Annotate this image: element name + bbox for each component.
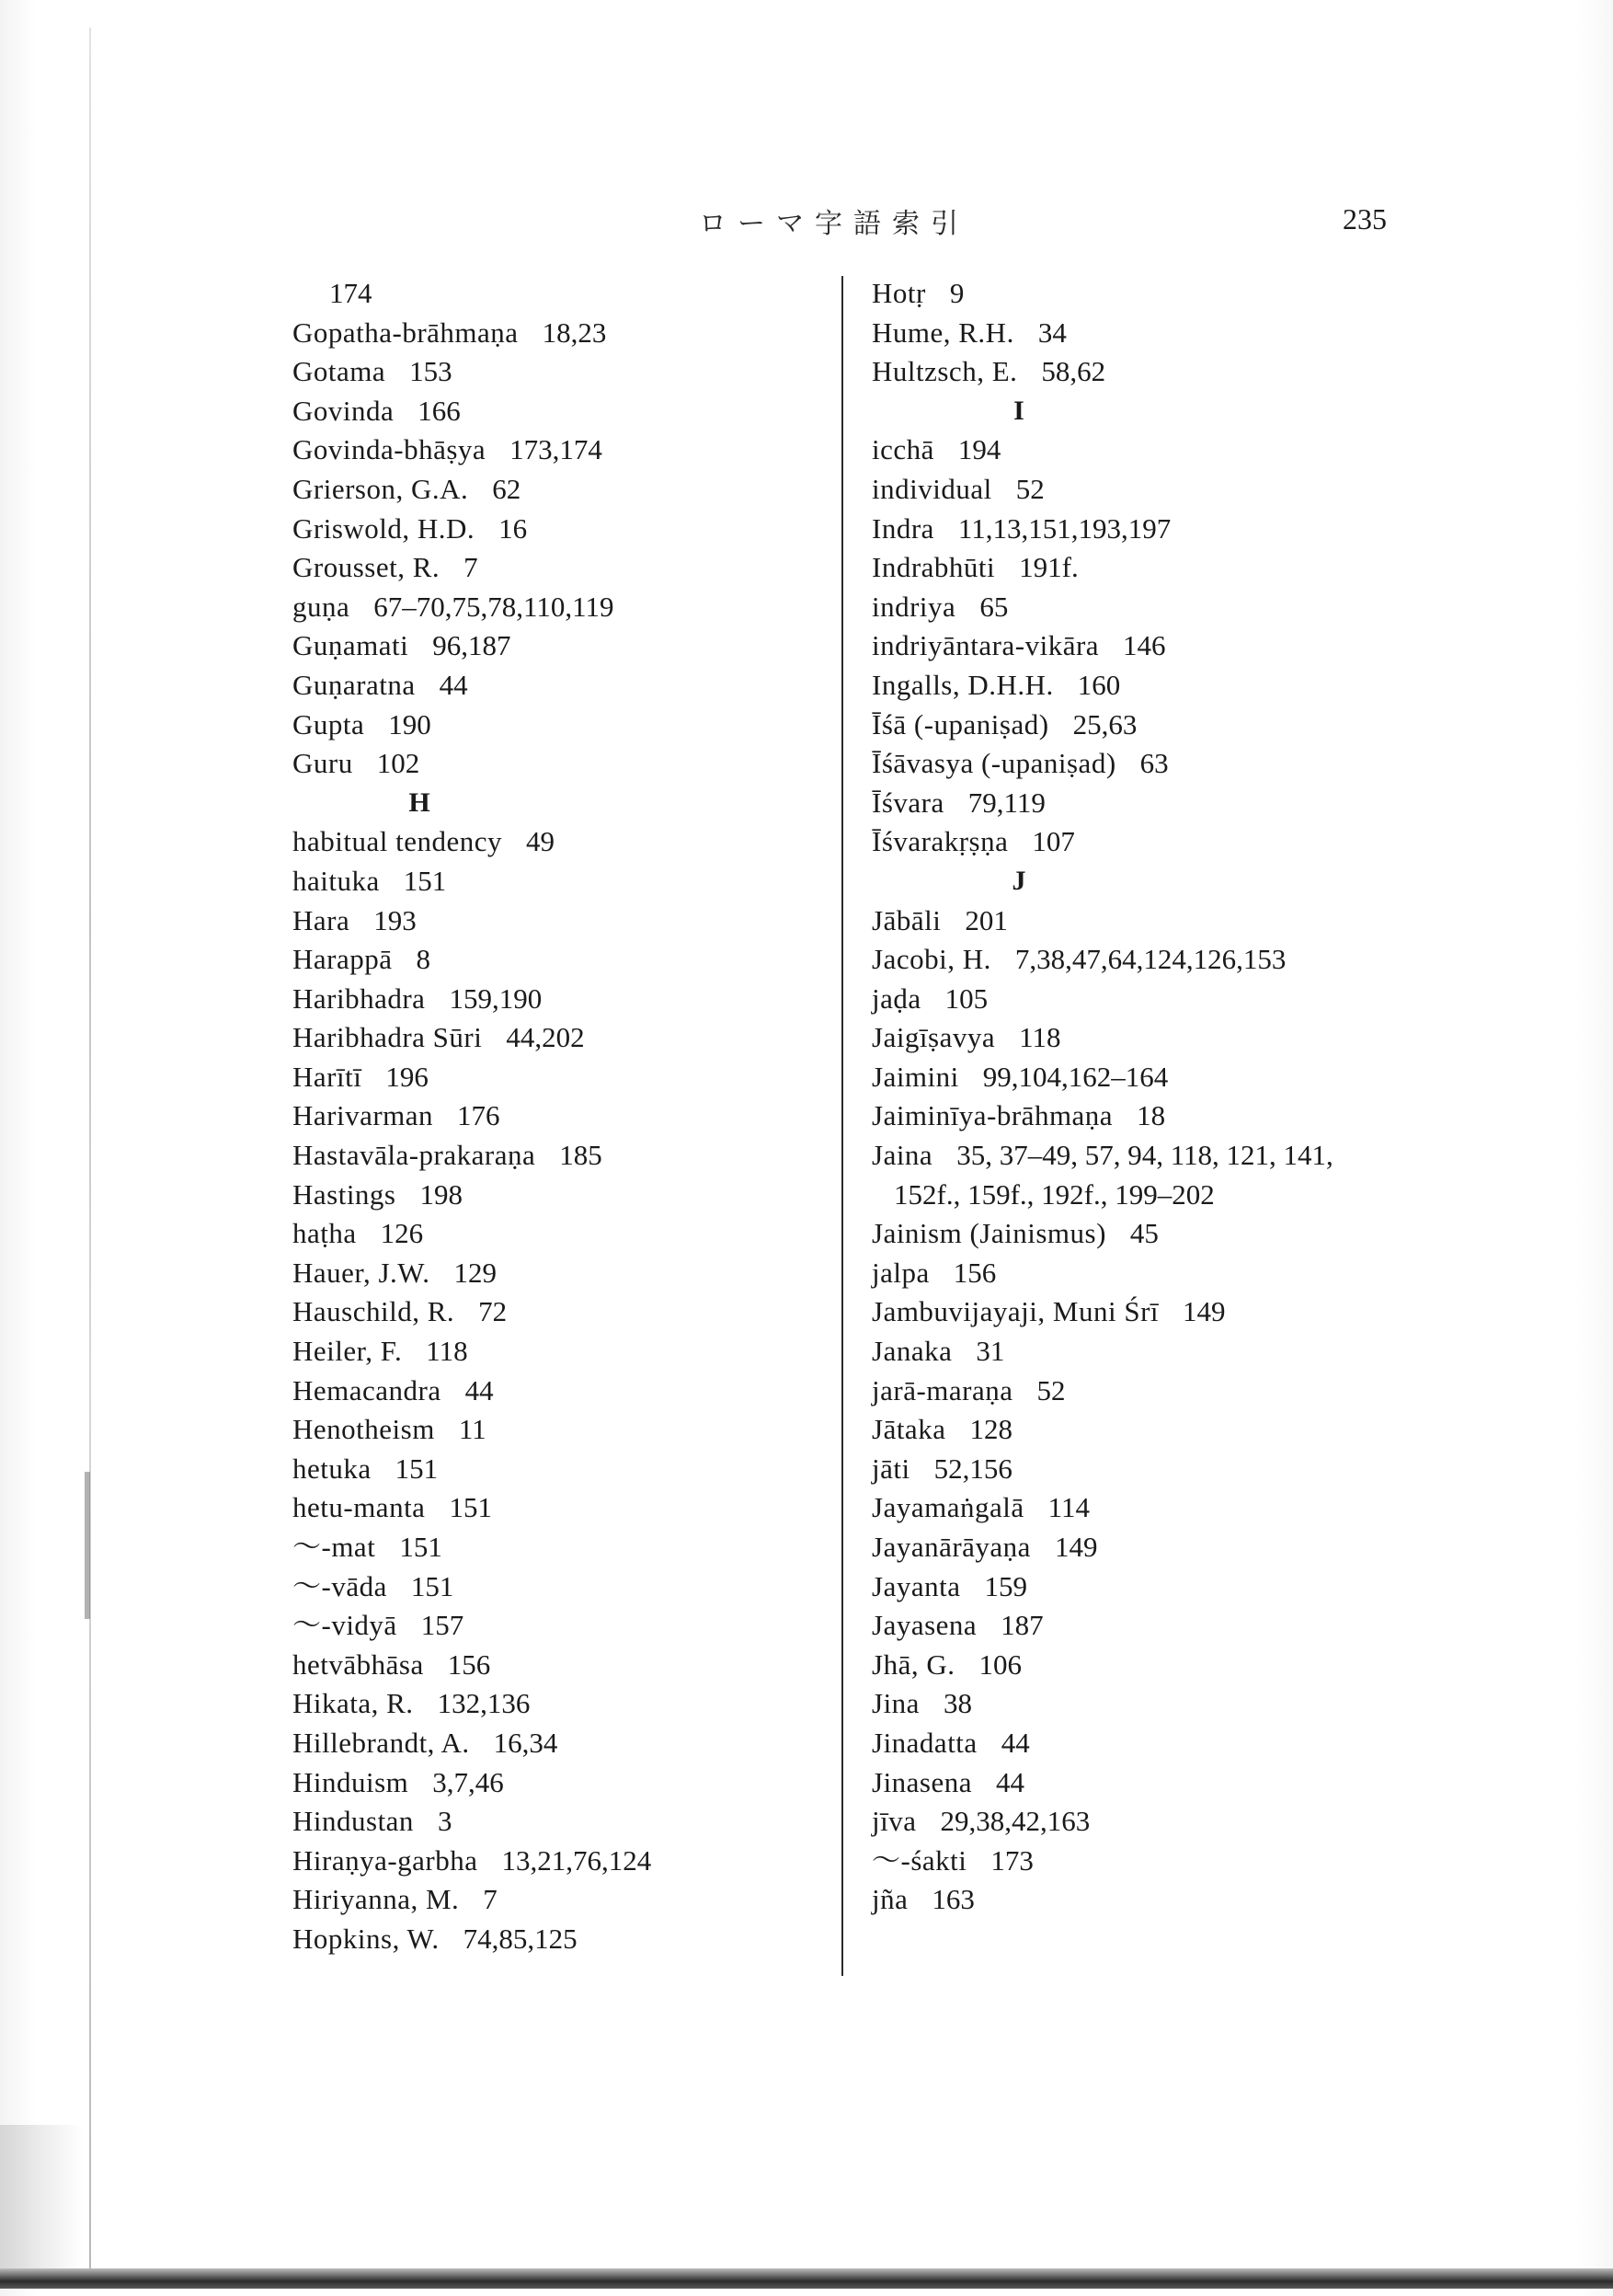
index-entry [292, 1214, 651, 1254]
entry-page-refs: 9 [949, 277, 965, 309]
entry-page-refs: 106 [978, 1647, 1022, 1681]
entry-page-refs: 7,38,47,64,124,126,153 [1014, 943, 1287, 976]
entry-page-refs: 118 [1019, 1021, 1061, 1054]
index-entry [872, 1018, 1333, 1058]
entry-term: Jayamaṅgalā [872, 1491, 1024, 1524]
index-entry [872, 1292, 1333, 1332]
entry-term: Harappā [292, 943, 393, 976]
entry-page-refs: 65 [979, 590, 1009, 623]
entry-page-refs: 58,62 [1041, 355, 1106, 388]
index-entry [872, 274, 1333, 314]
index-entry [292, 1292, 651, 1332]
index-entry [872, 980, 1333, 1019]
entry-term: Hara [292, 903, 350, 936]
entry-term: ～-mat [292, 1531, 376, 1563]
binding-gutter-line [89, 28, 91, 2272]
scan-corner-shadow [0, 2125, 83, 2272]
entry-page-refs: 38 [943, 1687, 972, 1720]
entry-page-refs: 157 [420, 1609, 464, 1642]
entry-term: ～-śakti [872, 1843, 967, 1877]
index-entry [872, 1372, 1333, 1411]
entry-page-refs: 52 [1015, 472, 1045, 505]
entry-term: Īśā (-upaniṣad) [872, 707, 1049, 740]
entry-term: hetu-manta [292, 1491, 426, 1524]
entry-term: Jainism (Jainismus) [872, 1217, 1106, 1250]
entry-page-refs: 67–70,75,78,110,119 [373, 590, 614, 623]
entry-page-refs: 44 [996, 1765, 1025, 1798]
entry-term: Guru [292, 747, 353, 780]
index-entry [292, 822, 651, 862]
index-entry [872, 1880, 1333, 1920]
entry-page-refs: 34 [1037, 316, 1067, 349]
index-entry [872, 352, 1333, 392]
entry-page-refs: 3 [437, 1805, 452, 1838]
index-entry [292, 588, 651, 627]
entry-page-refs: 52,156 [933, 1452, 1012, 1485]
entry-page-refs: 146 [1123, 629, 1166, 662]
entry-page-refs: 16 [498, 511, 528, 545]
index-entry [872, 1763, 1333, 1803]
index-entry [292, 1018, 651, 1058]
index-entry [872, 548, 1333, 588]
index-entry [292, 901, 651, 941]
entry-page-refs: 3,7,46 [432, 1765, 504, 1798]
entry-page-refs: 149 [1054, 1531, 1098, 1563]
entry-page-refs: 102 [376, 747, 420, 780]
index-entry [292, 392, 651, 431]
entry-term: jīva [872, 1805, 917, 1838]
entry-page-refs: 7 [463, 551, 478, 584]
index-entry [292, 744, 651, 784]
entry-term: jña [872, 1883, 909, 1916]
entry-page-refs: 151 [410, 1569, 454, 1602]
entry-page-refs: 63 [1139, 747, 1169, 780]
entry-page-refs: 174 [329, 277, 372, 309]
entry-term: Jinasena [872, 1765, 973, 1798]
index-entry [292, 1136, 651, 1176]
index-entry [292, 1372, 651, 1411]
entry-term: hetvābhāsa [292, 1647, 424, 1681]
index-entry [872, 1136, 1333, 1176]
section-letter: H [408, 786, 430, 818]
index-entry-continuation [872, 1176, 1333, 1215]
entry-term: Haribhadra [292, 982, 426, 1015]
index-entry [872, 430, 1333, 470]
entry-page-refs: 25,63 [1072, 707, 1138, 740]
index-column-left [292, 274, 651, 1959]
entry-page-refs: 79,119 [967, 786, 1046, 819]
entry-term: Hauer, J.W. [292, 1256, 430, 1289]
entry-term: Hindustan [292, 1805, 414, 1838]
index-entry [292, 1567, 651, 1607]
index-entry [292, 1802, 651, 1842]
entry-term: Guṇaratna [292, 668, 416, 701]
entry-term: ～-vāda [292, 1569, 387, 1602]
index-entry [292, 666, 651, 706]
entry-term: Gotama [292, 355, 386, 388]
section-letter: I [1013, 395, 1024, 426]
index-entry [872, 784, 1333, 823]
entry-term: Gopatha-brāhmaṇa [292, 316, 519, 349]
index-entry [292, 430, 651, 470]
binding-gutter-shadow [85, 1472, 90, 1619]
index-entry [292, 626, 651, 666]
index-entry [872, 510, 1333, 549]
index-entry [872, 588, 1333, 627]
index-entry [292, 1684, 651, 1724]
entry-term: Jaina [872, 1139, 933, 1172]
entry-term: Harītī [292, 1060, 362, 1093]
index-entry [292, 862, 651, 901]
index-entry [872, 1567, 1333, 1607]
entry-term: Hotṛ [872, 277, 926, 309]
index-entry [872, 1214, 1333, 1254]
index-entry [872, 1528, 1333, 1567]
index-entry [292, 940, 651, 980]
index-entry [292, 1880, 651, 1920]
index-entry [292, 548, 651, 588]
entry-term: guṇa [292, 590, 350, 623]
index-entry [872, 1606, 1333, 1646]
entry-term: Īśāvasya (-upaniṣad) [872, 747, 1116, 780]
entry-page-refs: 191f. [1019, 551, 1079, 584]
entry-page-refs: 62 [492, 472, 521, 505]
entry-term: Jinadatta [872, 1726, 978, 1759]
entry-page-refs: 126 [380, 1217, 424, 1250]
page-number: 235 [1343, 202, 1387, 235]
entry-page-refs: 16,34 [493, 1726, 558, 1759]
entry-page-refs: 132,136 [437, 1687, 531, 1720]
entry-term: Jina [872, 1687, 920, 1720]
entry-page-refs: 11 [458, 1413, 486, 1446]
index-entry [292, 980, 651, 1019]
entry-term: Jaimini [872, 1060, 959, 1093]
entry-term: Jayanta [872, 1569, 961, 1602]
index-entry [292, 1254, 651, 1293]
entry-page-refs: 44,202 [506, 1021, 585, 1054]
entry-page-refs: 187 [1001, 1609, 1044, 1642]
index-entry [872, 666, 1333, 706]
index-entry [872, 1802, 1333, 1842]
index-entry [292, 1488, 651, 1528]
index-entry [292, 1606, 651, 1646]
column-divider [841, 276, 843, 1976]
entry-page-refs: 44 [464, 1373, 494, 1406]
entry-term: Jayanārāyaṇa [872, 1531, 1031, 1563]
entry-page-refs: 72 [478, 1295, 508, 1328]
entry-term: haṭha [292, 1217, 357, 1250]
entry-page-refs: 129 [453, 1256, 497, 1289]
entry-term: Hastings [292, 1177, 396, 1211]
index-entry [292, 1528, 651, 1567]
entry-term: Hopkins, W. [292, 1922, 440, 1955]
entry-term: Heiler, F. [292, 1335, 403, 1368]
entry-page-refs: 31 [976, 1335, 1005, 1368]
index-entry [872, 626, 1333, 666]
entry-term: Hillebrandt, A. [292, 1726, 470, 1759]
entry-page-refs: 96,187 [432, 629, 511, 662]
entry-term: Hinduism [292, 1765, 409, 1798]
index-entry [292, 1646, 651, 1685]
index-entry [292, 1332, 651, 1372]
entry-page-refs: 159 [984, 1569, 1027, 1602]
entry-page-refs: 151 [449, 1491, 492, 1524]
entry-term: ～-vidyā [292, 1609, 397, 1642]
entry-term: Grousset, R. [292, 551, 440, 584]
entry-page-refs: 44 [1001, 1726, 1030, 1759]
entry-page-refs: 114 [1047, 1491, 1090, 1524]
index-entry [292, 1450, 651, 1489]
entry-term: Hemacandra [292, 1373, 441, 1406]
index-entry [292, 1763, 651, 1803]
entry-page-refs: 45 [1129, 1217, 1159, 1250]
entry-term: Jacobi, H. [872, 943, 991, 976]
entry-page-refs: 107 [1032, 825, 1075, 858]
index-entry [292, 1842, 651, 1881]
entry-term: individual [872, 472, 992, 505]
entry-term: Indra [872, 511, 934, 545]
index-entry [292, 1176, 651, 1215]
entry-page-refs: 74,85,125 [463, 1922, 578, 1955]
entry-term: Hultzsch, E. [872, 355, 1018, 388]
entry-term: jalpa [872, 1256, 930, 1289]
entry-term: Guṇamati [292, 629, 409, 662]
entry-page-refs: 194 [957, 433, 1001, 466]
index-entry [872, 901, 1333, 941]
index-entry [292, 1724, 651, 1763]
entry-page-refs: 201 [965, 903, 1008, 936]
entry-page-refs: 163 [932, 1883, 975, 1916]
index-entry [292, 1096, 651, 1136]
entry-term: Griswold, H.D. [292, 511, 475, 545]
entry-term: Haribhadra Sūri [292, 1021, 483, 1054]
scan-bottom-edge [0, 2268, 1613, 2289]
entry-term: Harivarman [292, 1099, 434, 1132]
entry-page-refs: 198 [419, 1177, 463, 1211]
entry-term: Hikata, R. [292, 1687, 414, 1720]
entry-term: Īśvarakṛṣṇa [872, 825, 1009, 858]
index-entry [872, 1488, 1333, 1528]
entry-page-refs: 193 [373, 903, 417, 936]
section-letter: J [1012, 865, 1026, 896]
index-entry [292, 1920, 651, 1959]
entry-page-refs: 52 [1036, 1373, 1066, 1406]
entry-page-refs: 166 [418, 394, 461, 427]
entry-page-refs: 8 [416, 943, 430, 976]
index-entry [292, 314, 651, 353]
entry-page-refs: 128 [969, 1413, 1012, 1446]
entry-term: Jaigīṣavya [872, 1021, 996, 1054]
entry-page-refs: 160 [1077, 668, 1121, 701]
entry-term: Jayasena [872, 1609, 978, 1642]
index-entry [872, 470, 1333, 510]
entry-term: Hume, R.H. [872, 316, 1014, 349]
entry-term: jarā-maraṇa [872, 1373, 1013, 1406]
entry-term: Govinda-bhāṣya [292, 433, 486, 466]
entry-term: haituka [292, 864, 380, 897]
index-entry [292, 1410, 651, 1450]
entry-page-refs: 159,190 [449, 982, 543, 1015]
entry-page-refs: 156 [953, 1256, 997, 1289]
index-column-right [872, 274, 1333, 1920]
entry-term: Hauschild, R. [292, 1295, 455, 1328]
index-entry [292, 1058, 651, 1097]
entry-page-refs: 49 [526, 825, 555, 858]
index-entry [872, 1410, 1333, 1450]
entry-term: Indrabhūti [872, 551, 996, 584]
entry-term: hetuka [292, 1452, 372, 1485]
entry-term: Henotheism [292, 1413, 435, 1446]
entry-page-refs: 153 [409, 355, 452, 388]
entry-page-refs: 35, 37–49, 57, 94, 118, 121, 141, [956, 1139, 1333, 1172]
index-entry [872, 1842, 1333, 1881]
entry-page-refs: 173 [990, 1843, 1034, 1877]
entry-page-refs: 105 [944, 982, 989, 1015]
entry-page-refs: 99,104,162–164 [982, 1060, 1169, 1093]
entry-page-refs: 11,13,151,193,197 [957, 511, 1172, 545]
index-entry [872, 940, 1333, 980]
entry-page-refs: 44 [439, 668, 468, 701]
index-entry [872, 1724, 1333, 1763]
entry-page-refs: 173,174 [509, 433, 602, 466]
index-entry [872, 1096, 1333, 1136]
index-entry-continuation [292, 274, 651, 314]
entry-page-refs: 29,38,42,163 [940, 1805, 1091, 1838]
entry-term: Jhā, G. [872, 1647, 955, 1681]
index-entry [292, 510, 651, 549]
entry-term: Jaiminīya-brāhmaṇa [872, 1099, 1114, 1132]
index-entry [872, 1254, 1333, 1293]
entry-page-refs: 185 [559, 1139, 602, 1172]
entry-page-refs: 13,21,76,124 [501, 1843, 652, 1877]
entry-term: Jambuvijayaji, Muni Śrī [872, 1295, 1160, 1328]
entry-term: Gupta [292, 707, 365, 740]
entry-term: jaḍa [872, 982, 921, 1015]
entry-term: habitual tendency [292, 825, 502, 858]
entry-term: Jātaka [872, 1413, 946, 1446]
index-entry [872, 1684, 1333, 1724]
entry-term: Janaka [872, 1335, 953, 1368]
running-title: ローマ字語索引 [699, 208, 969, 240]
entry-page-refs: 18 [1137, 1099, 1166, 1132]
entry-term: Hiriyanna, M. [292, 1883, 460, 1916]
entry-page-refs: 196 [385, 1060, 429, 1093]
entry-term: Govinda [292, 394, 395, 427]
entry-page-refs: 149 [1183, 1295, 1226, 1328]
entry-page-refs: 118 [426, 1335, 468, 1368]
entry-term: indriya [872, 590, 956, 623]
index-entry [872, 1332, 1333, 1372]
entry-page-refs: 151 [395, 1452, 439, 1485]
entry-page-refs: 151 [399, 1531, 442, 1563]
index-entry [292, 470, 651, 510]
entry-term: icchā [872, 433, 934, 466]
index-entry [872, 1058, 1333, 1097]
entry-page-refs: 152f., 159f., 192f., 199–202 [894, 1177, 1215, 1211]
entry-page-refs: 18,23 [542, 316, 607, 349]
index-entry [292, 706, 651, 745]
index-entry [872, 744, 1333, 784]
index-entry [872, 314, 1333, 353]
entry-page-refs: 190 [388, 707, 431, 740]
entry-term: jāti [872, 1452, 910, 1485]
entry-term: Ingalls, D.H.H. [872, 668, 1054, 701]
entry-term: Jābāli [872, 903, 942, 936]
entry-page-refs: 176 [457, 1099, 500, 1132]
entry-term: Hiraṇya-garbha [292, 1843, 478, 1877]
index-entry [872, 822, 1333, 862]
entry-page-refs: 7 [483, 1883, 498, 1916]
entry-term: Īśvara [872, 786, 944, 819]
index-entry [872, 1450, 1333, 1489]
index-entry [872, 706, 1333, 745]
index-entry [292, 352, 651, 392]
entry-term: indriyāntara-vikāra [872, 629, 1100, 662]
index-entry [872, 1646, 1333, 1685]
entry-page-refs: 151 [403, 864, 447, 897]
entry-term: Hastavāla-prakaraṇa [292, 1139, 536, 1172]
entry-page-refs: 156 [447, 1647, 491, 1681]
entry-term: Grierson, G.A. [292, 472, 469, 505]
